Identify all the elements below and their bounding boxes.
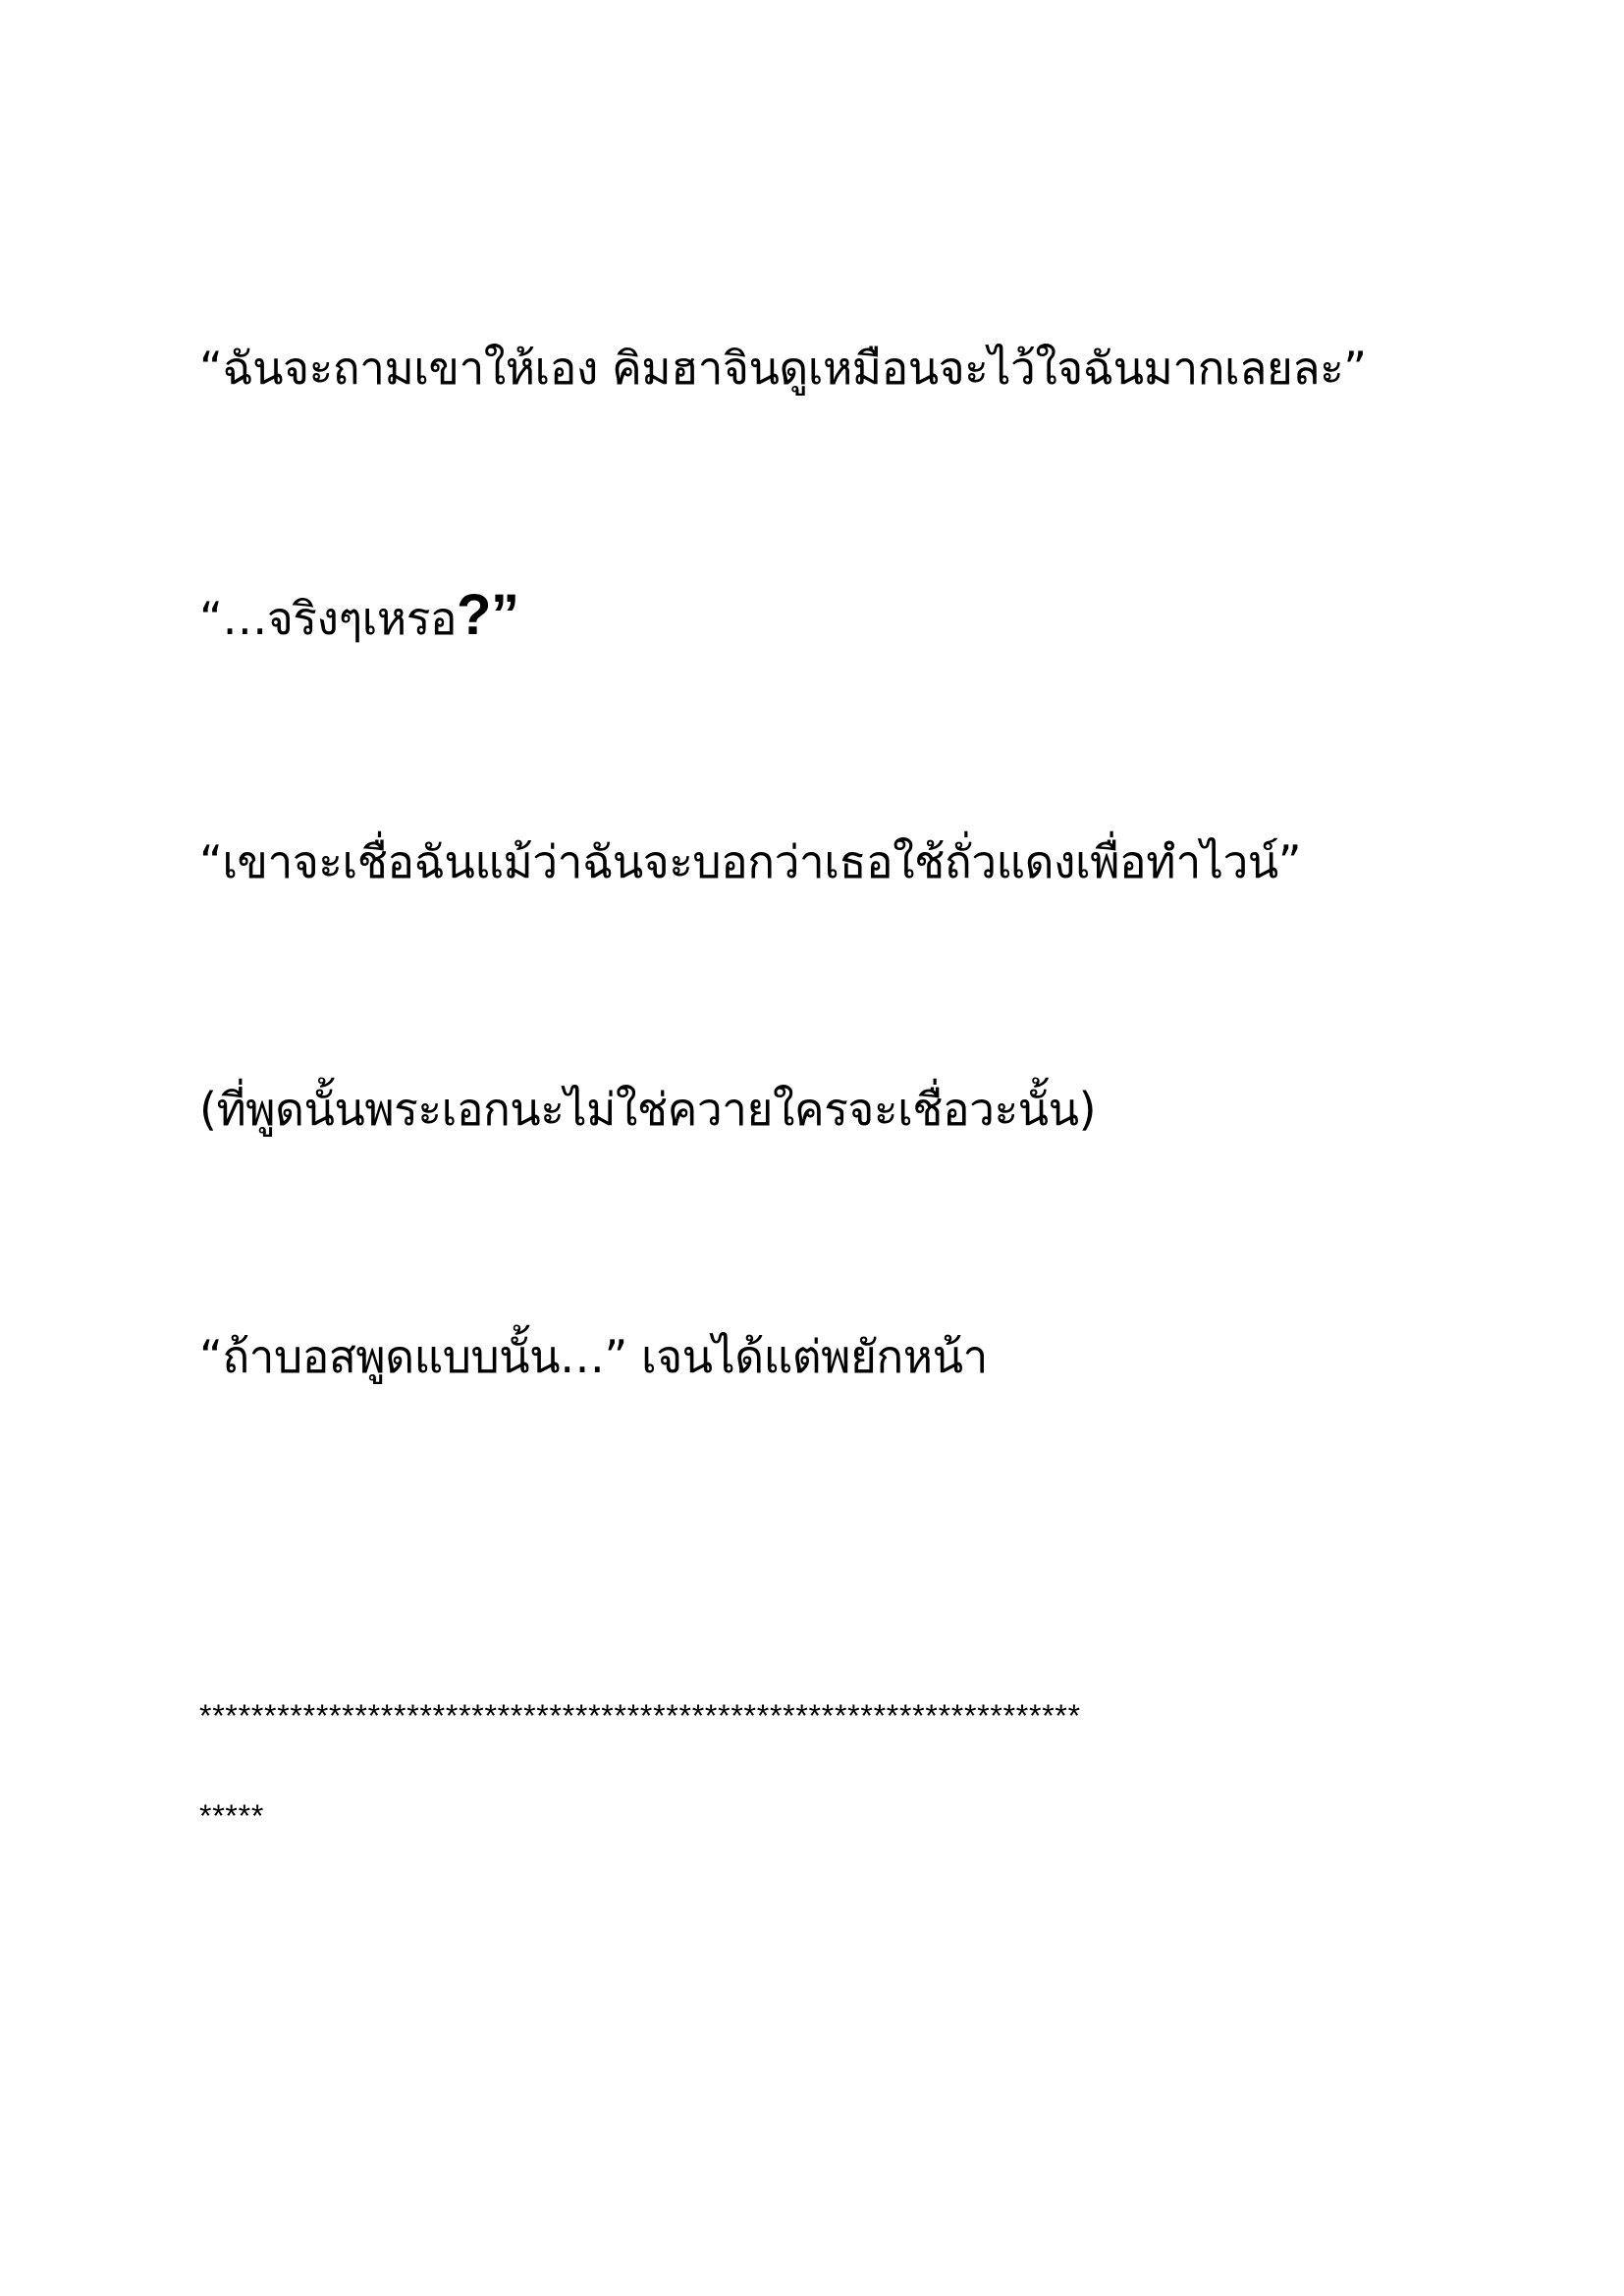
paragraph-3: “เขาจะเชื่อฉันแม้ว่าฉันจะบอกว่าเธอใช้ถั่วแดงเพื่อทำไวน์”: [199, 835, 1302, 888]
paragraph-2-question-mark: ?”: [457, 583, 519, 647]
paragraph-1: “ฉันจะถามเขาให้เอง คิมฮาจินดูเหมือนจะไว้ใจฉันมากเลยละ”: [199, 342, 1367, 395]
paragraph-2: [199, 583, 519, 648]
separator-stars-line-2: *****: [199, 1798, 265, 1834]
paragraph-2-text: “…จริงๆเหรอ: [199, 592, 458, 645]
paragraph-4: (ที่พูดนั้นพระเอกนะไม่ใช่ควายใครจะเชื่อวะนั้น): [199, 1083, 1097, 1136]
separator-stars-line-1: ********************************************************************: [199, 1698, 1081, 1734]
paragraph-5: “ถ้าบอสพูดแบบนั้น…” เจนได้แต่พยักหน้า: [199, 1330, 988, 1383]
